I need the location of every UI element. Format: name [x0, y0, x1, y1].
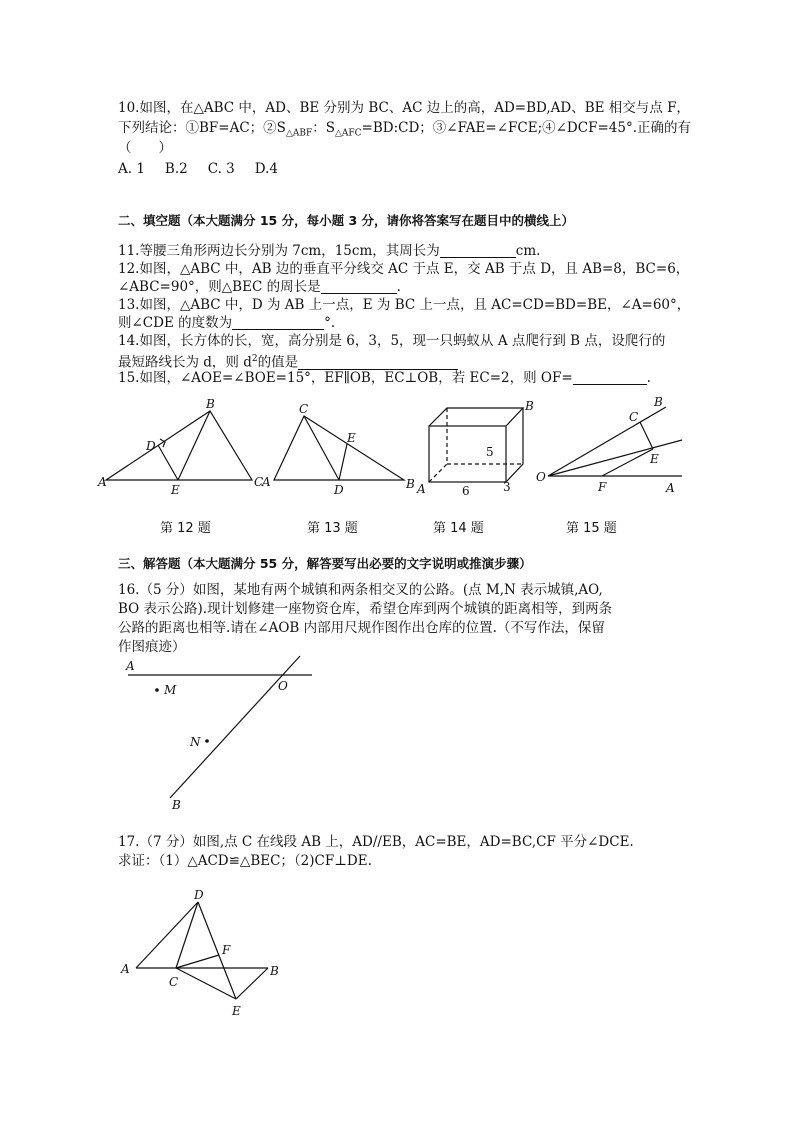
fig16-label-o: O	[278, 679, 288, 693]
caption-fig12: 第 12 题	[160, 521, 211, 536]
q10-option-a: A. 1	[118, 161, 145, 177]
fig16-point-m	[155, 688, 159, 692]
fig17-segment-ce	[176, 968, 236, 999]
q13-line1: 13.如图，△ABC 中，D 为 AB 上一点，E 为 BC 上一点，且 AC=CD=BD=BE，∠A=60°，	[118, 297, 691, 313]
q16-line1: 16.（5 分）如图，某地有两个城镇和两条相交叉的公路。(点 M,N 表示城镇,AO,	[118, 582, 603, 598]
q10-line1: 10.如图，在△ABC 中，AD、BE 分别为 BC、AC 边上的高，AD=BD,AD、BE 相交与点 F，	[118, 100, 690, 116]
figure-15	[532, 392, 692, 500]
q10-sub-abf: △ABF	[285, 128, 313, 139]
q10-line2	[118, 119, 691, 143]
fig15-segment-fe	[602, 449, 653, 476]
q15-text: 15.如图，∠AOE=∠BOE=15°，EF∥OB，EC⊥OB，若 EC=2，则 OF=	[118, 370, 573, 386]
q15	[118, 369, 651, 387]
q10-line3: （ ）	[118, 140, 172, 156]
fig17-label-e: E	[232, 1004, 241, 1018]
q10-text-a: 下列结论：①BF=AC；②S	[118, 120, 286, 136]
fig12-label-b: B	[206, 397, 215, 411]
fig17-segment-cf	[176, 955, 219, 968]
section3-heading: 三、解答题（本大题满分 55 分，解答要写出必要的文字说明或推演步骤）	[118, 556, 532, 571]
q12-line2	[118, 278, 401, 296]
figure-16	[118, 652, 318, 812]
q12-line1: 12.如图，△ABC 中，AB 边的垂直平分线交 AC 于点 E，交 AB 于点 D，且 AB=8，BC=6，	[118, 261, 690, 277]
fig13-triangle	[274, 416, 404, 480]
fig15-label-c: C	[629, 410, 639, 424]
q16-line4: 作图痕迹）	[118, 639, 186, 655]
fig12-triangle	[106, 411, 252, 480]
fig17-label-f: F	[222, 943, 231, 957]
fig13-label-c: C	[299, 402, 309, 416]
caption-fig14: 第 14 题	[433, 521, 484, 536]
fig14-top-face	[429, 408, 523, 426]
fig14-label-b: B	[525, 399, 534, 413]
fig17-segment-ad	[136, 902, 198, 968]
fig14-label-length: 6	[462, 484, 470, 498]
fig17-segment-be	[236, 968, 268, 999]
fig15-segment-ec	[640, 422, 653, 449]
fig13-label-a: A	[262, 475, 271, 489]
fig14-side-face	[506, 408, 523, 482]
q16-line2: BO 表示公路).现计划修建一座物资仓库，希望仓库到两个城镇的距离相等，到两条	[118, 601, 613, 617]
fig16-road-bo	[170, 656, 300, 798]
caption-fig13: 第 13 题	[307, 521, 358, 536]
fig14-hidden-edge-depth	[429, 464, 447, 482]
fig15-label-f: F	[598, 480, 607, 494]
fig16-label-n: N	[190, 735, 201, 749]
q13-line2	[118, 314, 335, 332]
q13-answer-blank[interactable]	[232, 315, 324, 330]
fig13-segment-de	[339, 444, 347, 480]
fig15-ray-oe	[548, 440, 682, 476]
fig14-label-height: 5	[486, 445, 494, 459]
caption-fig15: 第 15 题	[566, 521, 617, 536]
q14-text: 最短路线长为 d，则 d	[118, 354, 252, 371]
q11	[118, 242, 540, 260]
q10-text-c: =BD:CD；③∠FAE=∠FCE;④∠DCF=45°.正确的有	[361, 120, 691, 136]
figure-17	[118, 882, 298, 1022]
fig15-label-o: O	[536, 470, 546, 484]
q10-sub-afc: △AFC	[334, 128, 362, 139]
fig14-label-width: 3	[503, 480, 511, 494]
figure-14	[414, 396, 544, 501]
fig15-label-b: B	[654, 395, 663, 409]
q15-end: .	[646, 370, 651, 386]
fig12-perp-bisector	[158, 445, 178, 480]
q14-superscript: 2	[251, 354, 258, 364]
fig15-label-a: A	[666, 481, 675, 495]
fig12-label-c: C	[254, 475, 264, 489]
q16-line3: 公路的距离也相等.请在∠AOB 内部用尺规作图作出仓库的位置.（不写作法，保留	[118, 620, 605, 636]
q10-option-c: C. 3	[207, 161, 235, 177]
fig13-segment-cd	[304, 416, 339, 480]
fig12-label-d: D	[146, 439, 156, 453]
q10-option-d: D.4	[254, 161, 278, 177]
fig16-label-m: M	[164, 683, 177, 697]
q13-text: 则∠CDE 的度数为	[118, 315, 233, 331]
fig16-label-a: A	[126, 659, 135, 673]
fig15-label-e: E	[650, 452, 659, 466]
fig12-label-a: A	[98, 475, 107, 489]
q11-answer-blank[interactable]	[440, 243, 516, 258]
fig12-label-e: E	[171, 483, 180, 497]
q12-text: ∠ABC=90°，则△BEC 的周长是	[118, 279, 321, 295]
section2-heading: 二、填空题（本大题满分 15 分，每小题 3 分，请你将答案写在题目中的横线上）	[118, 213, 575, 228]
q10-text-b: ：S	[312, 120, 335, 136]
q11-text: 11.等腰三角形两边长分别为 7cm，15cm，其周长为	[118, 243, 440, 259]
q13-end: °.	[324, 315, 336, 331]
fig17-label-b: B	[270, 964, 279, 978]
q17-line1: 17.（7 分）如图,点 C 在线段 AB 上，AD//EB，AC=BE，AD=BC,CF 平分∠DCE.	[118, 834, 634, 850]
fig17-label-d: D	[194, 888, 204, 902]
fig16-label-b: B	[172, 798, 181, 812]
fig16-point-n	[205, 739, 209, 743]
fig13-label-b: B	[406, 477, 415, 491]
q10-options	[118, 160, 298, 178]
figure-12	[98, 398, 268, 498]
q14-line1: 14.如图，长方体的长，宽，高分别是 6，3，5，现一只蚂蚁从 A 点爬行到 B 点，设爬行的	[118, 333, 666, 349]
fig13-label-d: D	[334, 483, 344, 497]
fig17-label-a: A	[121, 962, 130, 976]
q12-end: .	[396, 279, 401, 295]
fig17-segment-dc	[176, 902, 198, 968]
fig14-front-face	[429, 426, 506, 482]
fig15-ray-ob	[548, 407, 666, 476]
q10-option-b: B.2	[164, 161, 188, 177]
q14-text-b: 的值是	[257, 354, 299, 371]
q11-unit: cm.	[515, 243, 541, 259]
fig14-label-a: A	[417, 482, 426, 496]
q14-answer-blank[interactable]	[298, 355, 458, 370]
fig17-label-c: C	[169, 975, 179, 989]
q12-answer-blank[interactable]	[321, 279, 397, 294]
fig13-label-e: E	[347, 431, 356, 445]
q17-line2: 求证：（1）△ACD≌△BEC；（2)CF⊥DE.	[118, 853, 372, 869]
q15-answer-blank[interactable]	[573, 370, 647, 385]
figure-13	[260, 398, 420, 498]
